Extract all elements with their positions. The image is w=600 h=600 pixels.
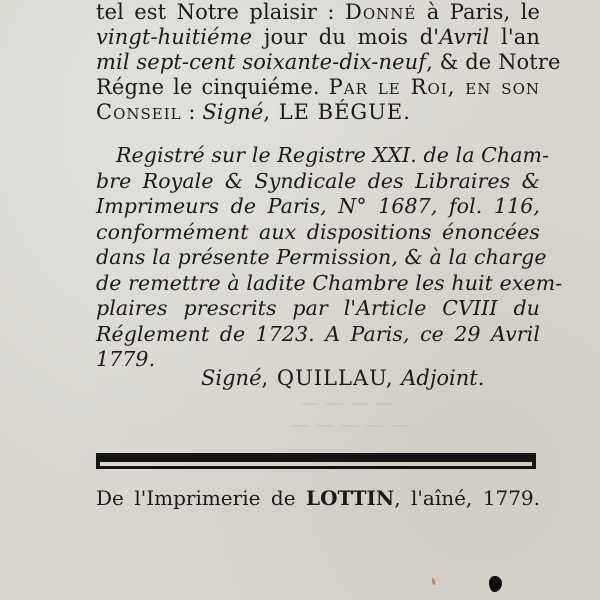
signatory-name: , QUILLAU, (261, 366, 402, 390)
text-segment: jour du mois d' (252, 25, 440, 49)
text-line: Registré sur le Registre XXI. de la Cham- (116, 143, 550, 167)
printer-name: LOTTIN (306, 486, 395, 510)
text-segment: Signé (202, 100, 264, 124)
text-line: conformément aux dispositions énoncées (96, 219, 540, 244)
text-segment: Avril (439, 25, 490, 49)
rule-end-cap (96, 453, 100, 469)
text-segment: à Paris, le (416, 0, 540, 24)
double-rule-divider (96, 453, 536, 469)
registration-paragraph (96, 143, 563, 373)
bleed-through-text: — — — — (300, 392, 395, 414)
text-segment: Par le Roi, en son (328, 75, 540, 99)
text-line (96, 25, 540, 50)
privilege-paragraph (96, 0, 561, 125)
signature-line (201, 366, 484, 390)
text-line: plaires prescrits par l'Article CVIII du (96, 296, 540, 320)
text-segment: , & de Notre (426, 50, 561, 74)
text-segment: l'an (489, 25, 540, 49)
imprint-prefix: De l'Imprimerie de (96, 486, 306, 510)
text-segment: mil sept-cent soixante-dix-neuf (96, 50, 427, 74)
text-segment: Régne le cinquiéme. (96, 75, 329, 99)
rule-thin-line (96, 466, 536, 469)
signature-label: Signé (201, 366, 262, 390)
text-line: 1779. (96, 347, 156, 371)
text-line (96, 100, 540, 125)
text-segment: , LE BÉGUE. (263, 100, 411, 124)
text-segment: tel est Notre plaisir : (96, 0, 345, 24)
text-line (96, 75, 540, 100)
bleed-through-text: — — — — — (290, 414, 410, 436)
text-segment: vingt-huitiéme (96, 25, 253, 49)
text-line: Imprimeurs de Paris, N° 1687, fol. 116, (96, 194, 540, 218)
printer-imprint (96, 486, 540, 510)
text-line: bre Royale & Syndicale des Libraires & (96, 168, 540, 193)
signatory-title: Adjoint. (401, 366, 485, 390)
text-line (96, 0, 540, 25)
text-segment: Donné (345, 0, 417, 24)
rule-end-cap (532, 453, 536, 469)
text-line: dans la présente Permission, & à la charge (96, 245, 547, 269)
text-segment: : (181, 100, 203, 124)
text-segment: Conseil (96, 100, 182, 124)
text-line: de remettre à ladite Chambre les huit exem- (96, 270, 563, 295)
rule-thick-line (96, 453, 536, 462)
text-line (96, 50, 561, 75)
imprint-suffix: , l'aîné, 1779. (394, 486, 540, 510)
text-line: Réglement de 1723. A Paris, ce 29 Avril (96, 321, 540, 346)
